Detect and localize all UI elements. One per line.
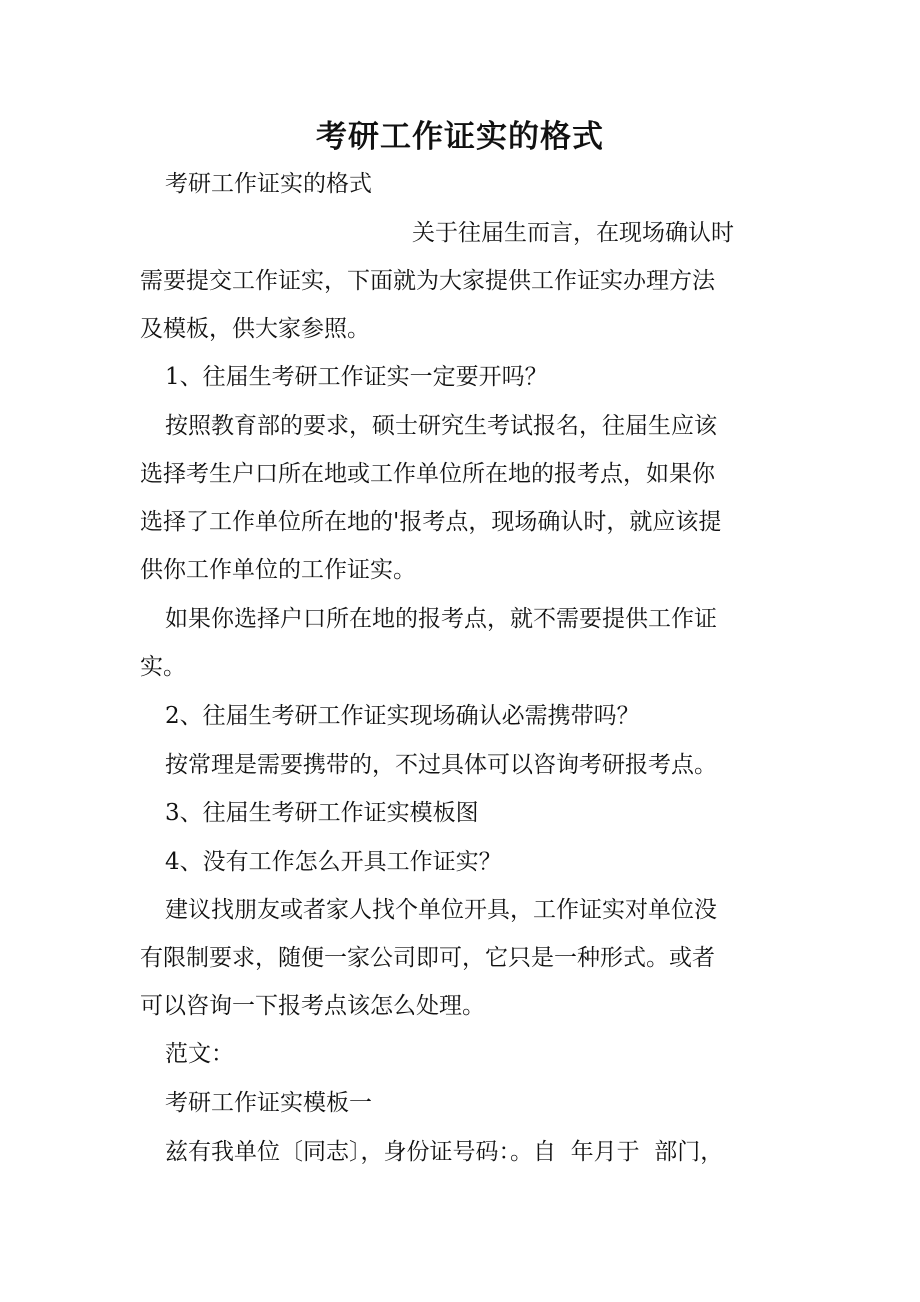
text-line: 2、往届生考研工作证实现场确认必需携带吗？ [165,703,640,729]
paragraph-intro-heading [165,160,795,208]
paragraph-sample-label [165,1030,795,1078]
text-line: 1、往届生考研工作证实一定要开吗？ [165,364,548,390]
text-line: 按常理是需要携带的，不过具体可以咨询考研报考点。 [165,752,717,778]
text-line: 考研工作证实模板一 [165,1090,372,1116]
text-line: 4、没有工作怎么开具工作证实？ [165,849,502,875]
paragraph-answer-1b [140,595,770,691]
text-line: 需要提交工作证实，下面就为大家提供工作证实办理方法 [140,268,715,294]
text-line: 实。 [140,654,186,680]
paragraph-intro [140,209,770,353]
text-line: 范文： [165,1041,234,1067]
text-line: 供你工作单位的工作证实。 [140,557,416,583]
text-line: 考研工作证实的格式 [165,171,372,197]
text-line: 选择考生户口所在地或工作单位所在地的报考点，如果你 [140,461,715,487]
text-line: 如果你选择户口所在地的报考点，就不需要提供工作证 [165,606,717,632]
text-line: 选择了工作单位所在地的'报考点，现场确认时，就应该提 [140,509,722,535]
text-line: 建议找朋友或者家人找个单位开具，工作证实对单位没 [165,897,717,923]
paragraph-answer-2 [165,741,795,789]
paragraph-answer-1 [140,402,770,594]
paragraph-question-4 [165,838,795,886]
text-line: 3、往届生考研工作证实模板图 [165,800,479,826]
text-line: 兹有我单位〔同志〕，身份证号码：。自 年月于 部门， [165,1139,724,1165]
paragraph-question-1 [165,353,795,401]
document-title: 考研工作证实的格式 [316,119,604,155]
text-line: 按照教育部的要求，硕士研究生考试报名，往届生应该 [165,413,717,439]
paragraph-template-heading [165,1079,795,1127]
text-line: 有限制要求，随便一家公司即可，它只是一种形式。或者 [140,945,715,971]
paragraph-question-3 [165,789,795,837]
text-line: 及模板，供大家参照。 [140,316,370,342]
text-line: 可以咨询一下报考点该怎么处理。 [140,993,485,1019]
paragraph-question-2 [165,692,795,740]
paragraph-template-body [165,1128,795,1176]
text-line: 关于往届生而言，在现场确认时 [412,220,734,246]
paragraph-answer-4 [140,886,770,1030]
